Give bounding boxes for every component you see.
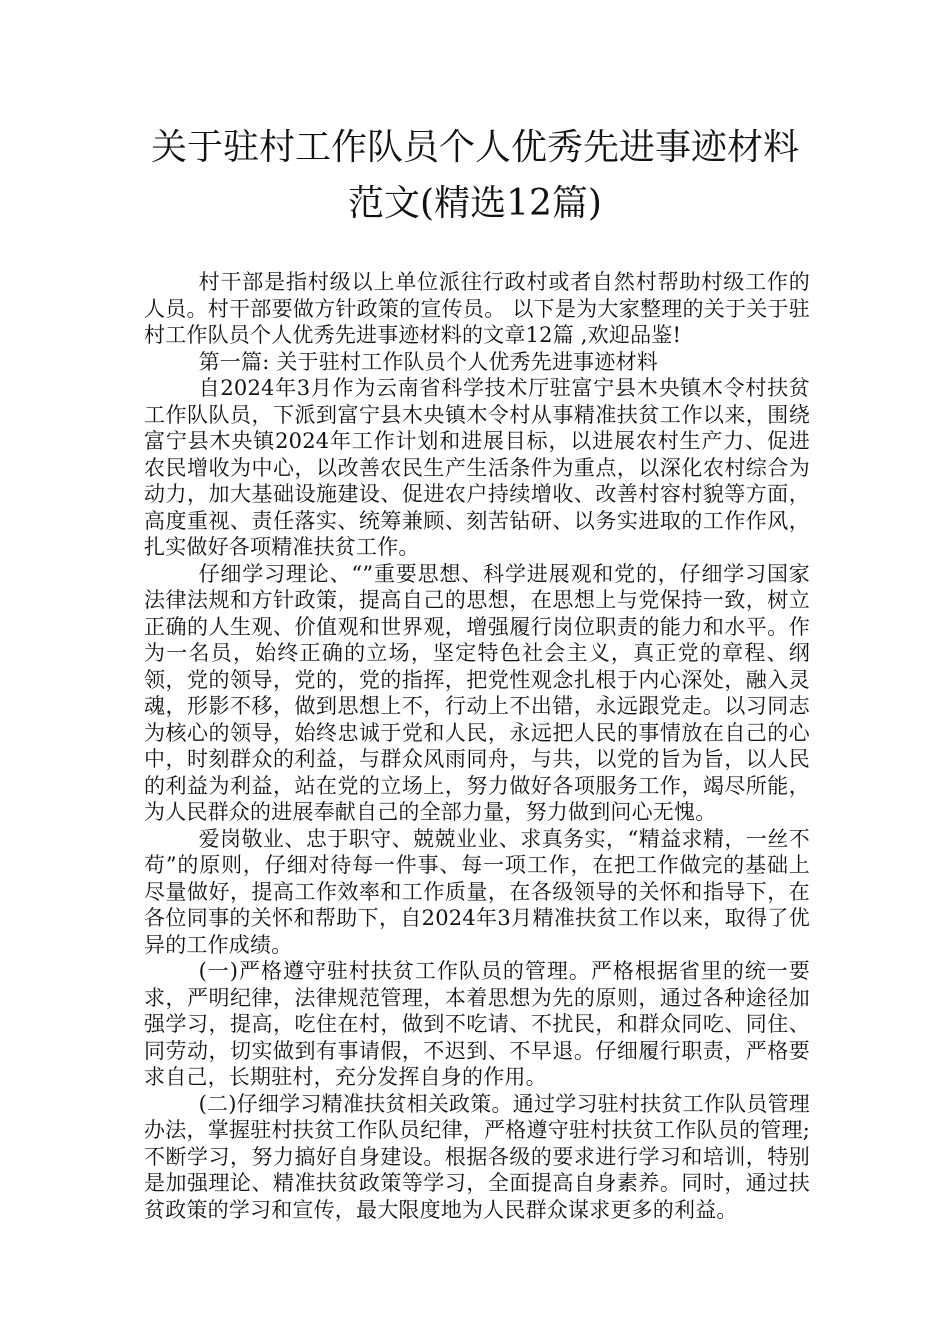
body-paragraph: (二)仔细学习精准扶贫相关政策。通过学习驻村扶贫工作队员管理办法，掌握驻村扶贫工作队员纪律，严格遵守驻村扶贫工作队员的管理;不断学习，努力搞好自身建设。根据各级的要求进行学习和培训，特别是加强理论、精准扶贫政策等学习，全面提高自身素养。同时，通过扶贫政策的学习和宣传，最大限度地为人民群众谋求更多的利益。 — [144, 1091, 810, 1222]
body-paragraph: 爱岗敬业、忠于职守、兢兢业业、求真务实，“精益求精，一丝不苟”的原则，仔细对待每一件事、每一项工作，在把工作做完的基础上尽量做好，提高工作效率和工作质量，在各级领导的关怀和指导下，在各位同事的关怀和帮助下，自2024年3月精准扶贫工作以来，取得了优异的工作成绩。 — [144, 826, 810, 957]
document-title — [130, 120, 820, 232]
body-paragraph: (一)严格遵守驻村扶贫工作队员的管理。严格根据省里的统一要求，严明纪律，法律规范管理，本着思想为先的原则，通过各种途径加强学习，提高，吃住在村，做到不吃请、不扰民，和群众同吃、同住、同劳动，切实做到有事请假，不迟到、不早退。仔细履行职责，严格要求自己，长期驻村，充分发挥自身的作用。 — [144, 959, 810, 1089]
document-title-line-1: 关于驻村工作队员个人优秀先进事迹材料 — [150, 127, 799, 168]
body-paragraph: 仔细学习理论、“”重要思想、科学进展观和党的，仔细学习国家法律法规和方针政策，提高自己的思想，在思想上与党保持一致，树立正确的人生观、价值观和世界观，增强履行岗位职责的能力和水平。作为一名员，始终正确的立场，坚定特色社会主义，真正党的章程、纲领，党的领导，党的，党的指挥，把党性观念扎根于内心深处，融入灵魂，形影不移，做到思想上不，行动上不出错，永远跟党走。以习同志为核心的领导，始终忠诚于党和人民，永远把人民的事情放在自己的心中，时刻群众的利益，与群众风雨同舟，与共，以党的旨为旨，以人民的利益为利益，站在党的立场上，努力做好各项服务工作，竭尽所能，为人民群众的进展奉献自己的全部力量，努力做到问心无愧。 — [144, 561, 810, 824]
document-title-line-2: 范文(精选12篇) — [348, 183, 602, 224]
body-paragraph: 自2024年3月作为云南省科学技术厅驻富宁县木央镇木令村扶贫工作队队员，下派到富宁县木央镇木令村从事精准扶贫工作以来，围绕富宁县木央镇2024年工作计划和进展目标，以进展农村生产力、促进农民增收为中心，以改善农民生产生活条件为重点，以深化农村综合为动力，加大基础设施建设、促进农户持续增收、改善村容村貌等方面，高度重视、责任落实、统筹兼顾、刻苦钻研、以务实进取的工作作风，扎实做好各项精准扶贫工作。 — [144, 376, 810, 559]
document-body — [144, 269, 810, 1223]
intro-paragraph: 村干部是指村级以上单位派往行政村或者自然村帮助村级工作的人员。村干部要做方针政策的宣传员。 以下是为大家整理的关于关于驻村工作队员个人优秀先进事迹材料的文章12篇 ,欢迎品鉴! — [144, 270, 810, 347]
section-heading: 第一篇: 关于驻村工作队员个人优秀先进事迹材料 — [198, 349, 658, 374]
